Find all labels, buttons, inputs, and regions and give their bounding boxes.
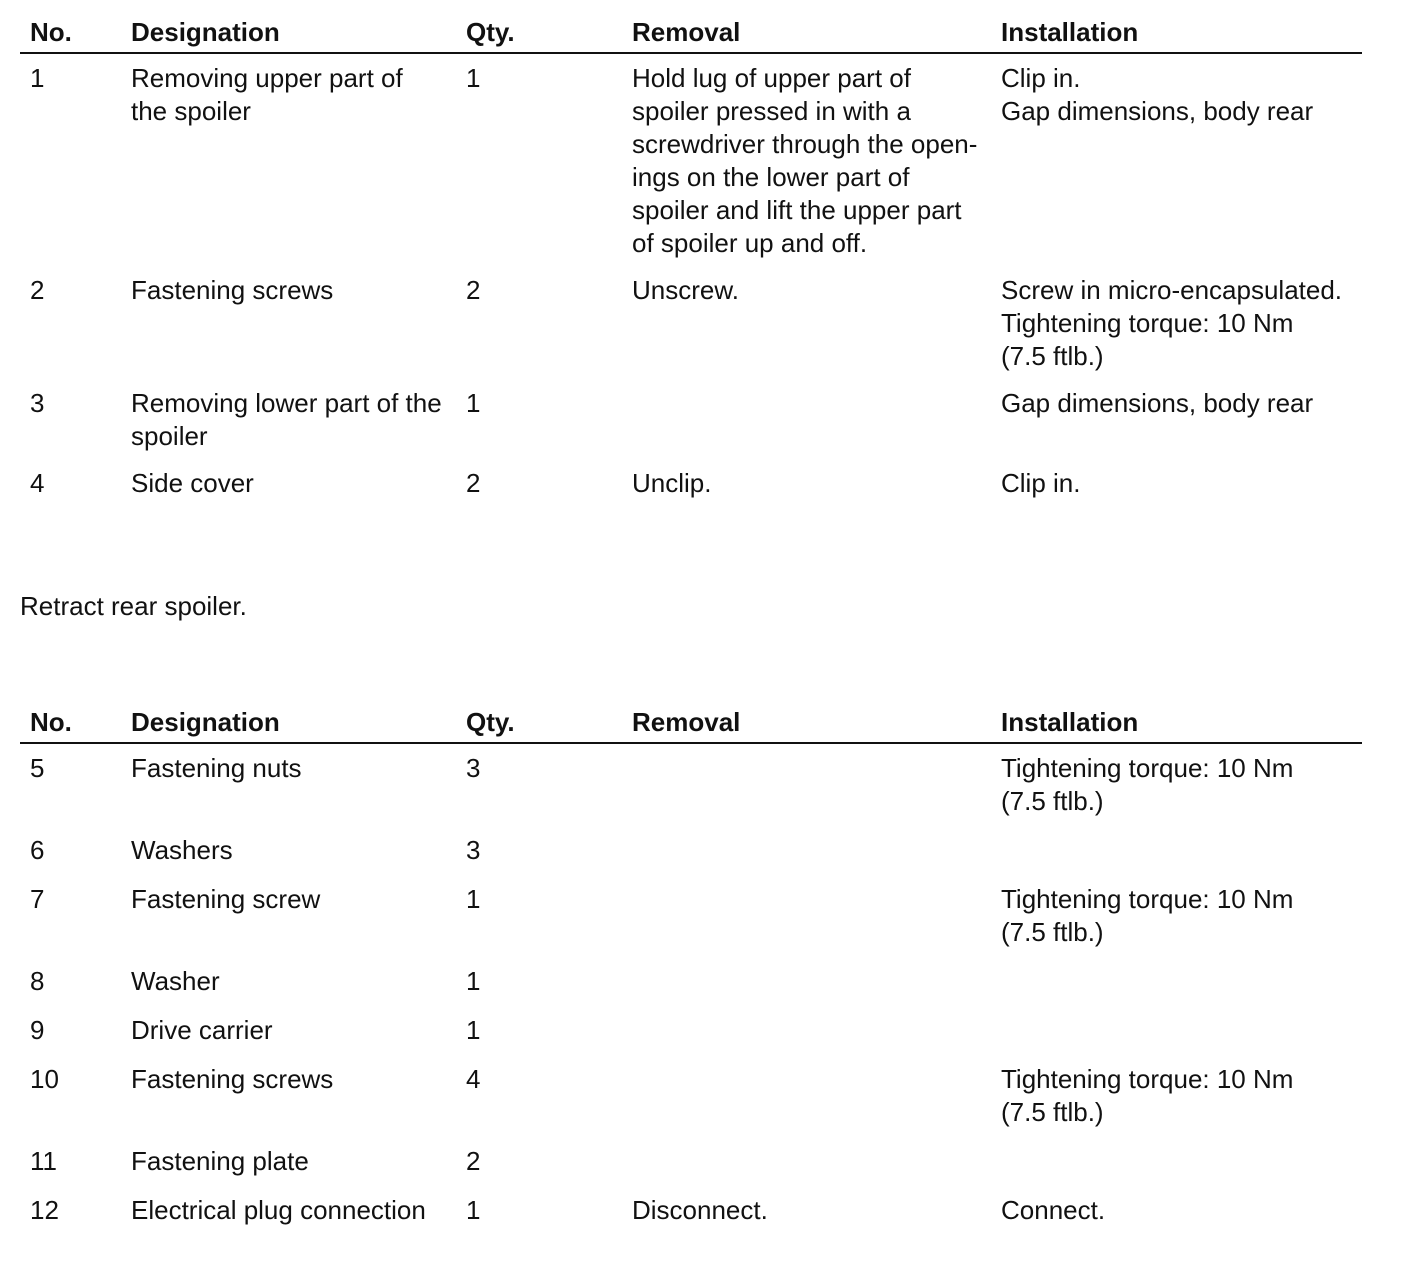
row-no: 5 [30,753,45,783]
row-designation [131,62,466,128]
row-qty: 2 [466,1146,481,1176]
header-installation: Installation [1001,707,1139,737]
table-row [20,1178,1362,1227]
row-designation-line: Removing lower part of the [131,388,442,418]
header-qty: Qty. [466,17,515,47]
row-designation-line: Fastening screws [131,1064,334,1094]
row-removal-line: of spoiler up and off. [632,228,868,258]
row-installation [1001,387,1362,420]
row-designation [131,883,466,916]
row-qty: 4 [466,1064,481,1094]
row-qty: 1 [466,388,481,418]
table-row [20,54,1362,260]
header-removal: Removal [632,17,741,47]
row-installation [1001,1194,1362,1227]
row-removal-line: spoiler pressed in with a [632,96,911,126]
row-installation-line: Tightening torque: 10 Nm [1001,1064,1294,1094]
row-installation [1001,883,1362,949]
row-removal-line: spoiler and lift the upper part [632,195,962,225]
row-designation [131,834,466,867]
header-qty: Qty. [466,707,515,737]
row-no: 7 [30,884,45,914]
row-designation-line: Washer [131,966,220,996]
header-removal: Removal [632,707,741,737]
row-installation-line: Tightening torque: 10 Nm [1001,884,1294,914]
row-designation [131,1014,466,1047]
row-designation [131,1194,466,1227]
row-no: 8 [30,966,45,996]
row-installation-line: (7.5 ftlb.) [1001,341,1104,371]
row-removal-line: Disconnect. [632,1195,768,1225]
table-row [20,744,1362,818]
row-installation-line: Tightening torque: 10 Nm [1001,308,1294,338]
row-qty: 1 [466,1195,481,1225]
row-installation-line: Screw in micro-encapsulated. [1001,275,1343,305]
table-row [20,949,1362,998]
row-installation [1001,1063,1362,1129]
row-no: 2 [30,275,45,305]
table-row [20,1047,1362,1129]
table-row [20,453,1362,500]
header-installation: Installation [1001,17,1139,47]
row-qty: 2 [466,275,481,305]
row-designation [131,1145,466,1178]
row-no: 1 [30,63,45,93]
row-no: 9 [30,1015,45,1045]
table-row [20,998,1362,1047]
header-designation: Designation [131,707,280,737]
row-installation [1001,467,1362,500]
row-designation [131,467,466,500]
row-designation-line: spoiler [131,421,208,451]
row-removal-line: Unscrew. [632,275,739,305]
row-removal [632,62,1001,260]
row-qty: 1 [466,63,481,93]
row-installation-line: (7.5 ftlb.) [1001,1097,1104,1127]
row-installation-line: Clip in. [1001,468,1081,498]
table-body [20,744,1362,1227]
table-header [20,14,1362,54]
row-qty: 1 [466,884,481,914]
header-no: No. [30,17,72,47]
instruction-note: Retract rear spoiler. [20,591,247,621]
row-no: 6 [30,835,45,865]
row-removal-line: ings on the lower part of [632,162,910,192]
row-installation [1001,274,1362,373]
table-row [20,867,1362,949]
table-row [20,373,1362,453]
row-removal [632,1194,1001,1227]
table-row [20,1129,1362,1178]
row-designation [131,752,466,785]
parts-table-drive [20,704,1362,1227]
row-designation [131,965,466,998]
row-designation-line: Fastening screws [131,275,334,305]
row-designation-line: Drive carrier [131,1015,273,1045]
row-installation-line: Connect. [1001,1195,1106,1225]
row-installation-line: Clip in. [1001,63,1081,93]
row-designation-line: Removing upper part of [131,63,403,93]
row-designation-line: Washers [131,835,233,865]
row-designation-line: Side cover [131,468,254,498]
row-no: 12 [30,1195,59,1225]
table-header [20,704,1362,744]
row-qty: 3 [466,753,481,783]
row-qty: 1 [466,1015,481,1045]
row-qty: 3 [466,835,481,865]
row-no: 11 [30,1146,57,1176]
row-no: 4 [30,468,45,498]
row-designation-line: Electrical plug connection [131,1195,426,1225]
row-removal-line: screwdriver through the open- [632,129,978,159]
row-installation [1001,62,1362,128]
row-installation-line: (7.5 ftlb.) [1001,917,1104,947]
row-installation-line: Gap dimensions, body rear [1001,388,1314,418]
parts-table-spoiler [20,14,1362,500]
row-qty: 1 [466,966,481,996]
header-designation: Designation [131,17,280,47]
table-row [20,818,1362,867]
row-installation [1001,752,1362,818]
row-removal [632,274,1001,307]
row-removal [632,467,1001,500]
row-installation-line: Tightening torque: 10 Nm [1001,753,1294,783]
row-removal-line: Hold lug of upper part of [632,63,911,93]
table-body [20,54,1362,500]
row-designation-line: the spoiler [131,96,251,126]
row-designation-line: Fastening plate [131,1146,309,1176]
row-installation-line: Gap dimensions, body rear [1001,96,1314,126]
row-removal-line: Unclip. [632,468,712,498]
row-designation [131,387,466,453]
row-qty: 2 [466,468,481,498]
row-designation [131,274,466,307]
row-designation [131,1063,466,1096]
row-no: 10 [30,1064,59,1094]
table-row [20,260,1362,373]
header-no: No. [30,707,72,737]
row-installation-line: (7.5 ftlb.) [1001,786,1104,816]
row-no: 3 [30,388,45,418]
row-designation-line: Fastening screw [131,884,321,914]
row-designation-line: Fastening nuts [131,753,302,783]
